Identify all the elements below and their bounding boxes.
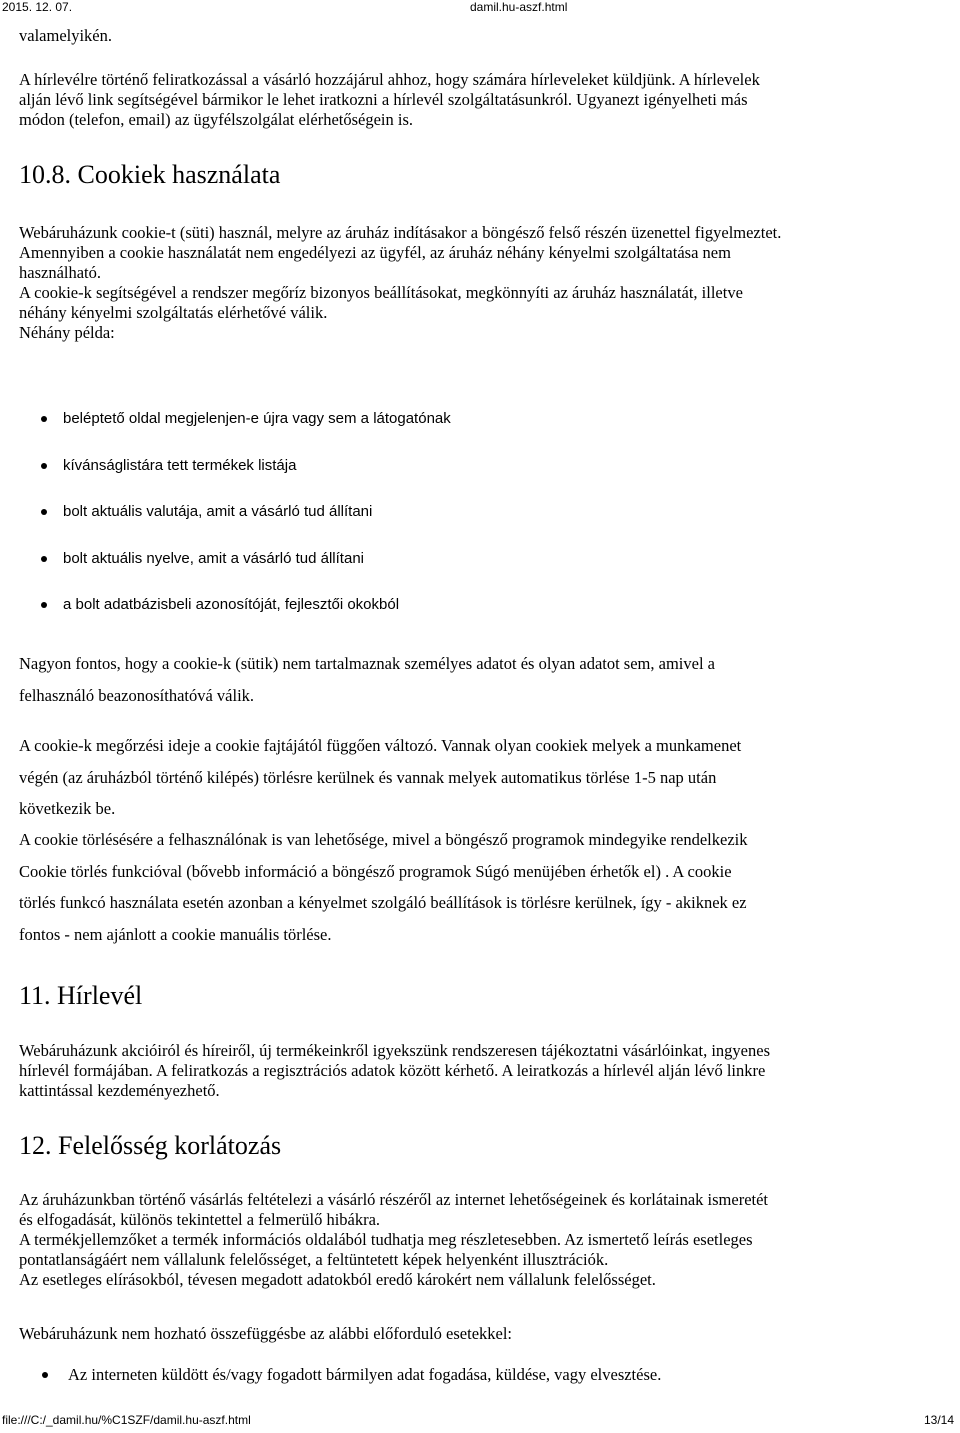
paragraph-no-personal-data — [19, 648, 715, 711]
file-path: file:///C:/_damil.hu/%C1SZF/damil.hu-aszf.html — [2, 1413, 251, 1427]
page-header — [0, 0, 960, 14]
text-line: Webáruházunk akcióiról és híreiről, új termékeinkről igyekszünk rendszeresen tájékoztatni vásárlóinkat, ingyenes — [19, 1041, 770, 1060]
list-item: Az interneten küldött és/vagy fogadott bármilyen adat fogadása, küldése, vagy elvesztése. — [19, 1364, 661, 1386]
text-line: törlés funkcó használata esetén azonban a kényelmet szolgáló beállítások is törlésre kerülnek, így - akiknek ez — [19, 893, 747, 912]
text-line: használható. — [19, 263, 102, 282]
text-line: A cookie-k megőrzési ideje a cookie fajtájától függően változó. Vannak olyan cookiek melyek a munkamenet — [19, 736, 742, 755]
text-line: felhasználó beazonosíthatóvá válik. — [19, 685, 255, 705]
heading-cookies: 10.8. Cookiek használata — [19, 160, 281, 189]
text-line: Webáruházunk cookie-t (süti) használ, melyre az áruház indításakor a böngésző felső részén üzenettel figyelmeztet. — [19, 223, 782, 242]
page-footer — [0, 1413, 960, 1427]
paragraph-cookie-retention — [19, 730, 741, 825]
text-line: valamelyikén. — [19, 26, 113, 45]
text-line: A termékjellemzőket a termék információs oldalából tudhatja meg részletesebben. Az ismertető leírás esetleges — [19, 1230, 753, 1249]
list-item: a bolt adatbázisbeli azonosítóját, fejlesztői okokból — [19, 578, 451, 625]
paragraph-not-liable — [19, 1324, 512, 1344]
liability-cases-list — [19, 1364, 661, 1386]
paragraph-newsletter-consent — [19, 70, 760, 130]
cookie-examples-list — [19, 392, 451, 625]
print-date: 2015. 12. 07. — [2, 0, 73, 14]
heading-newsletter: 11. Hírlevél — [19, 981, 143, 1010]
paragraph-newsletter — [19, 1041, 770, 1101]
text-line: Cookie törlés funkcióval (bővebb információ a böngésző programok Súgó menüjében érhetők el) . A cookie — [19, 861, 732, 881]
list-item: beléptető oldal megjelenjen-e újra vagy sem a látogatónak — [19, 392, 451, 439]
text-line: következik be. — [19, 799, 116, 818]
text-line: Az esetleges elírásokból, tévesen megadott adatokból eredő károkért nem vállalunk felelősséget. — [19, 1270, 656, 1289]
list-item: kívánságlistára tett termékek listája — [19, 439, 451, 486]
text-line: A hírlevélre történő feliratkozással a vásárló hozzájárul ahhoz, hogy számára hírleveleket küldjünk. A hírlevelek — [19, 70, 760, 89]
text-line: A cookie-k segítségével a rendszer megőríz bizonyos beállításokat, megkönnyíti az áruház használatát, illetve — [19, 283, 743, 302]
text-line: pontatlanságáért nem vállalunk felelősséget, a feltüntetett képek helyenként illusztrációk. — [19, 1250, 609, 1269]
text-line: Webáruházunk nem hozható összefüggésbe az alábbi előforduló esetekkel: — [19, 1324, 513, 1343]
page-number: 13/14 — [923, 1413, 954, 1427]
list-item: bolt aktuális valutája, amit a vásárló tud állítani — [19, 485, 451, 532]
text-line: alján lévő link segítségével bármikor le lehet iratkozni a hírlevél szolgáltatásunkról. Ugyanezt igényelheti más — [19, 90, 748, 109]
text-line: végén (az áruházból történő kilépés) törlésre kerülnek és vannak melyek automatikus törlése 1-5 nap után — [19, 767, 717, 787]
heading-liability: 12. Felelősség korlátozás — [19, 1131, 282, 1160]
text-line: Amennyiben a cookie használatát nem engedélyezi az ügyfél, az áruház néhány kényelmi szolgáltatása nem — [19, 243, 731, 262]
list-item: bolt aktuális nyelve, amit a vásárló tud állítani — [19, 532, 451, 579]
text-line: Az áruházunkban történő vásárlás feltételezi a vásárló részéről az internet lehetőségeinek és korlátainak ismeretét — [19, 1190, 769, 1209]
page-title: damil.hu-aszf.html — [470, 0, 568, 14]
paragraph-intro — [19, 26, 112, 46]
text-line: fontos - nem ajánlott a cookie manuális törlése. — [19, 924, 332, 944]
paragraph-liability — [19, 1190, 768, 1290]
paragraph-cookie-deletion — [19, 824, 748, 950]
text-line: módon (telefon, email) az ügyfélszolgálat elérhetőségein is. — [19, 110, 414, 129]
text-line: néhány kényelmi szolgáltatás elérhetővé válik. — [19, 303, 328, 322]
text-line: A cookie törlésésére a felhasználónak is van lehetősége, mivel a böngésző programok mindegyike rendelkezik — [19, 830, 748, 849]
text-line: Néhány példa: — [19, 323, 115, 342]
paragraph-cookies — [19, 223, 781, 343]
text-line: és elfogadását, különös tekintettel a felmerülő hibákra. — [19, 1210, 381, 1229]
text-line: Nagyon fontos, hogy a cookie-k (sütik) nem tartalmaznak személyes adatot és olyan adatot sem, amivel a — [19, 654, 715, 673]
text-line: hírlevél formájában. A feliratkozás a regisztrációs adatok között kérhető. A leiratkozás a hírlevél alján lévő linkre — [19, 1061, 766, 1080]
text-line: kattintással kezdeményezhető. — [19, 1081, 220, 1100]
